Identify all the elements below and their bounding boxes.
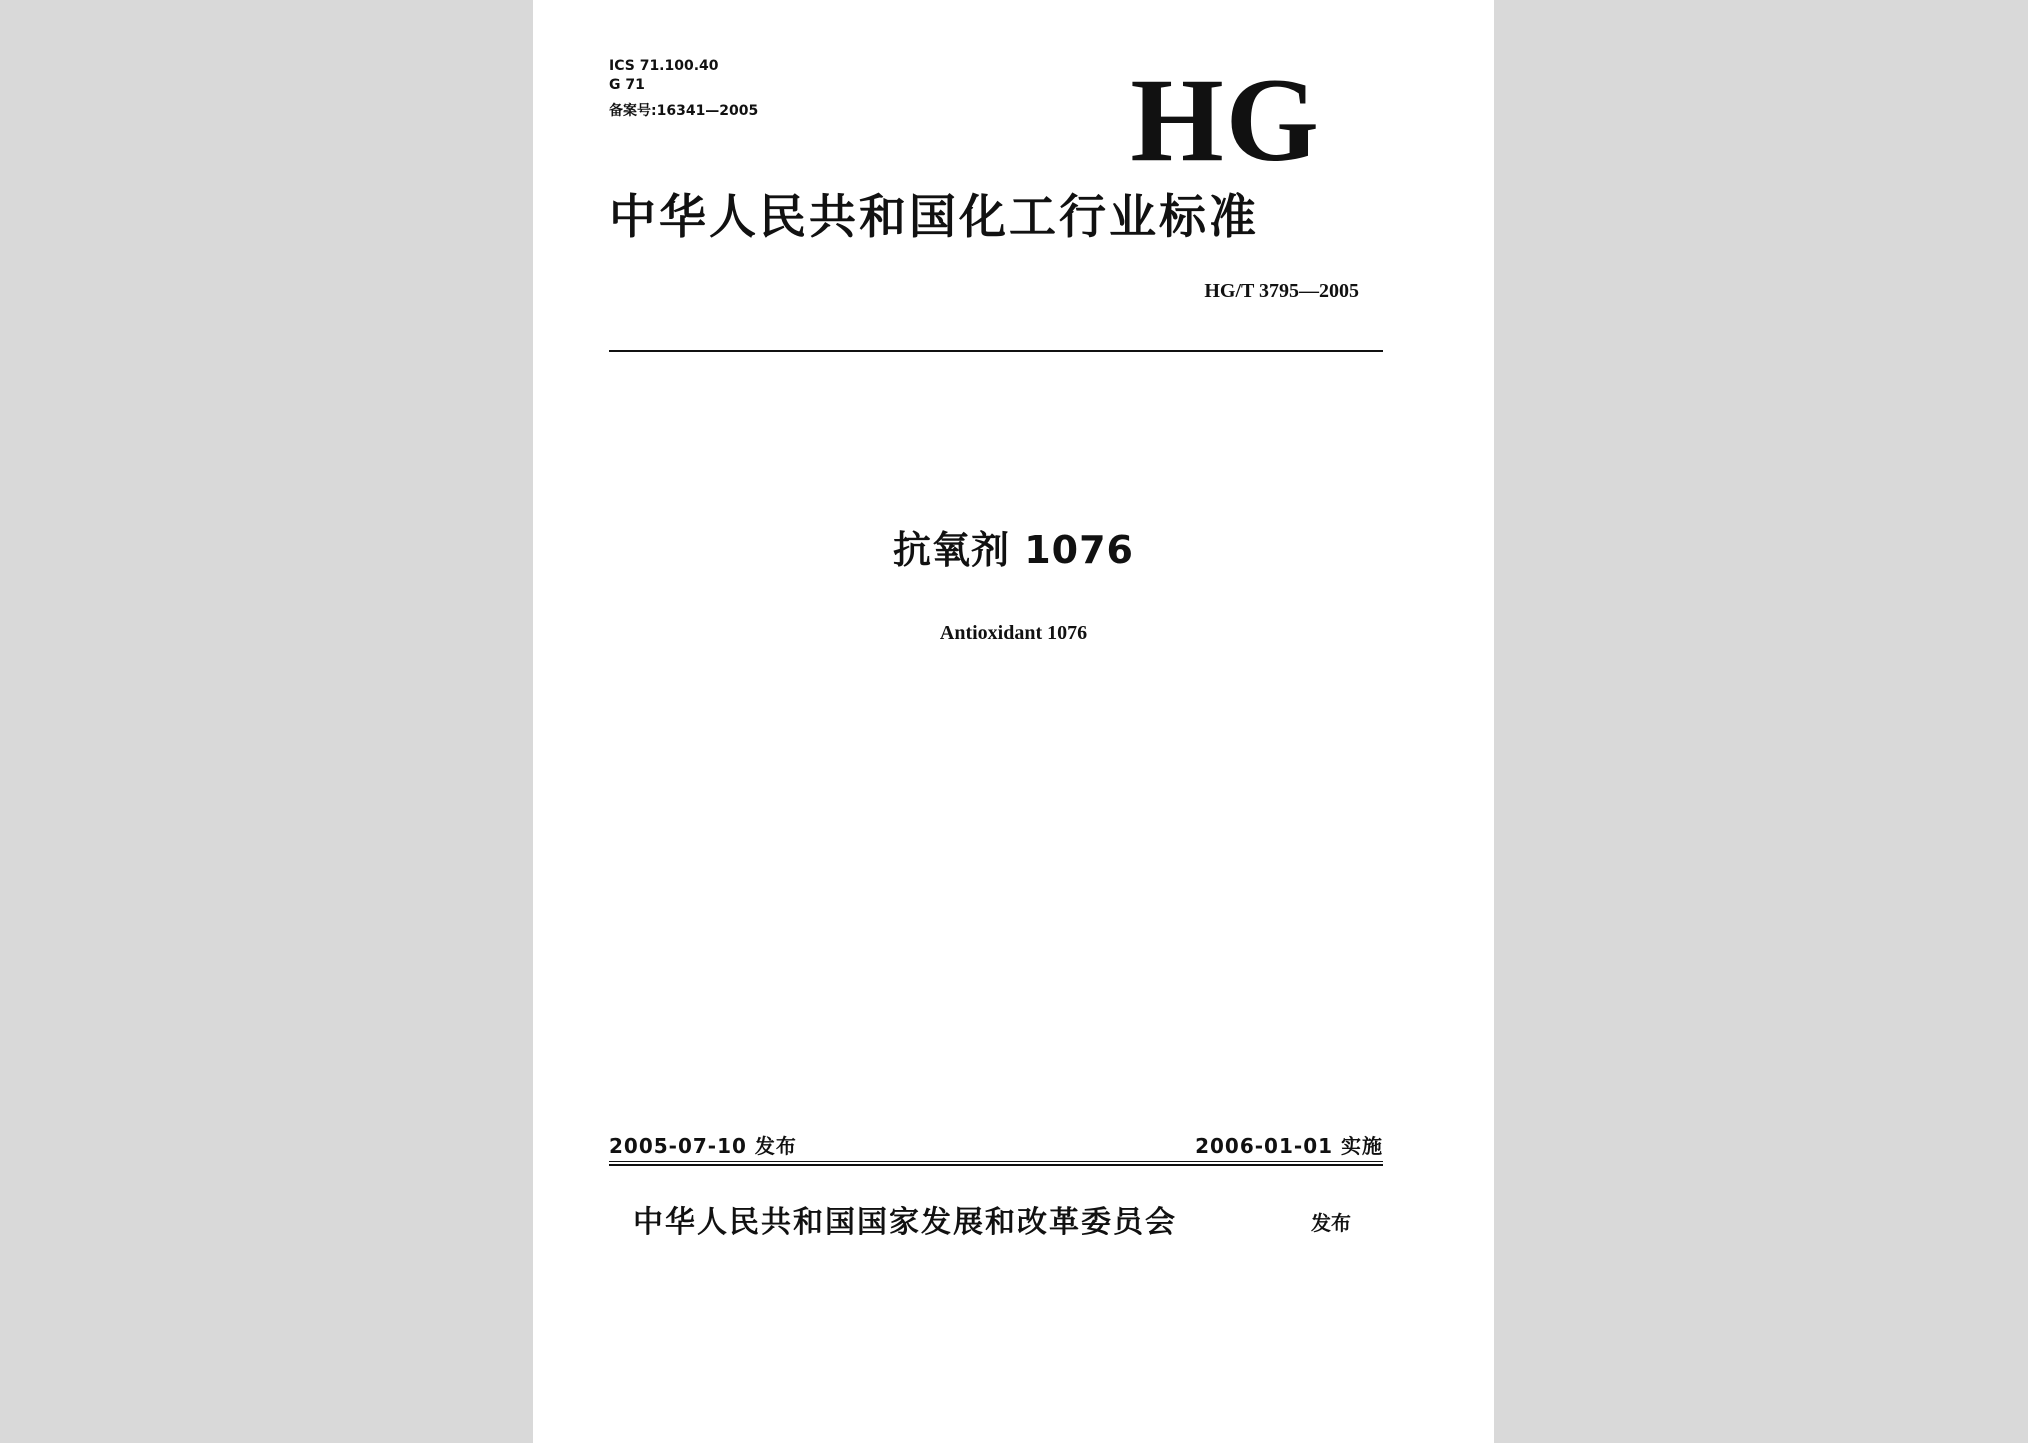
ics-code: ICS 71.100.40 [609,58,719,74]
footer-divider-thick [609,1164,1383,1166]
issue-date: 2005-07-10 发布 [609,1134,797,1158]
hg-logo: HG [1130,53,1321,186]
document-title-en: Antioxidant 1076 [939,622,1088,644]
publisher-name: 中华人民共和国国家发展和改革委员会 [633,1205,1177,1240]
footer-divider-thin [609,1161,1383,1162]
standard-code: HG/T 3795—2005 [1204,280,1359,302]
ccs-code: G 71 [609,77,645,93]
implementation-date: 2006-01-01 实施 [1195,1134,1383,1158]
document-page [533,0,1494,1443]
filing-number: 备案号:16341—2005 [609,103,759,119]
standard-category-title: 中华人民共和国化工行业标准 [609,190,1259,245]
publisher-suffix: 发布 [1311,1211,1351,1235]
header-divider [609,350,1383,352]
document-title-cn: 抗氧剂 1076 [893,528,1134,572]
